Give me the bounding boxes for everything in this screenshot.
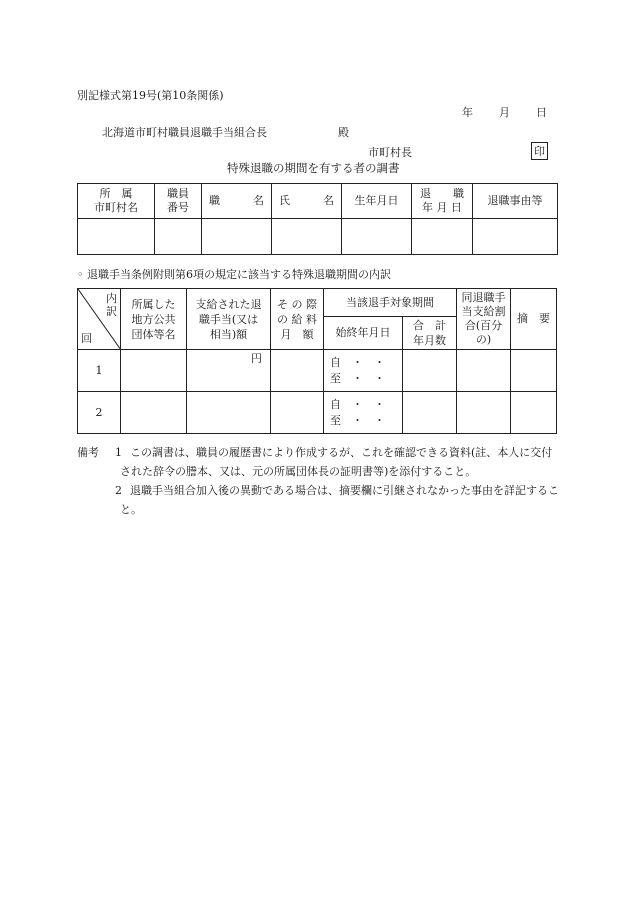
table-row (78, 350, 557, 392)
note-item (77, 481, 562, 519)
cell-remarks[interactable] (511, 392, 557, 434)
cell-rate[interactable] (457, 350, 511, 392)
cell-retirement-date[interactable] (412, 219, 473, 255)
notes-label: 備考 (77, 446, 99, 459)
notes-section (77, 443, 562, 519)
row-number: 1 (78, 350, 121, 392)
cell-name[interactable] (272, 219, 342, 255)
header-period-start-end: 始終年月日 (324, 317, 403, 350)
header-period: 当該退手対象期間 (324, 289, 457, 317)
header-birthdate: 生年月日 (342, 184, 412, 219)
header-salary: そ の 際 の 給 料 月 額 (271, 289, 324, 350)
header-rate: 同退職手 当支給割 合(百分 の) (457, 289, 511, 350)
cell-period[interactable] (324, 350, 403, 392)
table-row (78, 219, 558, 255)
cell-rate[interactable] (457, 392, 511, 434)
cell-paid-allowance[interactable] (187, 392, 271, 434)
header-staff-number: 職員 番号 (155, 184, 202, 219)
note-text: 退職手当組合加入後の異動である場合は、摘要欄に引継されなかった事由を詳記すること。 (120, 484, 559, 516)
header-organization: 所属した 地方公共 団体等名 (121, 289, 187, 350)
header-retirement-reason: 退職事由等 (473, 184, 558, 219)
cell-affiliation[interactable] (78, 219, 155, 255)
sender: 市町村長 (368, 146, 412, 159)
addressee: 北海道市町村職員退職手当組合長 (102, 126, 267, 139)
header-position: 職 名 (202, 184, 272, 219)
special-retirement-table (77, 288, 557, 434)
cell-retirement-reason[interactable] (473, 219, 558, 255)
document-title: 特殊退職の期間を有する者の調書 (227, 161, 400, 175)
honorific: 殿 (338, 126, 349, 139)
date-day-label: 日 (536, 106, 547, 119)
cell-salary[interactable] (271, 392, 324, 434)
cell-birthdate[interactable] (342, 219, 412, 255)
note-text: この調書は、職員の履歴書により作成するが、これを確認できる資料(註、本人に交付された辞令の謄本、又は、元の所属団体長の証明書等)を添付すること。 (120, 446, 553, 478)
header-retirement-date: 退 職 年 月 日 (412, 184, 473, 219)
cell-salary[interactable] (271, 350, 324, 392)
period-from: 自 ・ ・ (330, 397, 385, 411)
cell-total-months[interactable] (403, 392, 457, 434)
employee-info-table (77, 183, 558, 255)
form-number: 別記様式第19号(第10条関係) (77, 89, 224, 102)
header-paid-allowance: 支給された退 職手当(又は 相当)額 (187, 289, 271, 350)
yen-unit: 円 (251, 352, 262, 365)
cell-total-months[interactable] (403, 350, 457, 392)
cell-remarks[interactable] (511, 350, 557, 392)
header-total-months: 合 計 年月数 (403, 317, 457, 350)
diag-count-label: 回 (81, 332, 92, 345)
period-to: 至 ・ ・ (330, 413, 385, 427)
date-month-label: 月 (499, 106, 510, 119)
note-number: 1 (115, 446, 122, 459)
diag-breakdown-label: 内 訳 (106, 292, 117, 318)
table-row (78, 392, 557, 434)
cell-organization[interactable] (121, 392, 187, 434)
row-number: 2 (78, 392, 121, 434)
cell-position[interactable] (202, 219, 272, 255)
period-to: 至 ・ ・ (330, 371, 385, 385)
date-year-label: 年 (462, 106, 473, 119)
period-from: 自 ・ ・ (330, 355, 385, 369)
cell-period[interactable] (324, 392, 403, 434)
seal-mark: 印 (531, 142, 548, 160)
note-number: 2 (115, 484, 122, 497)
header-affiliation: 所 属 市町村名 (78, 184, 155, 219)
note-item (77, 443, 562, 481)
section-label: ◦ 退職手当条例附則第6項の規定に該当する特殊退職期間の内訳 (77, 268, 391, 281)
cell-paid-allowance[interactable] (187, 350, 271, 392)
header-name: 氏 名 (272, 184, 342, 219)
cell-organization[interactable] (121, 350, 187, 392)
diagonal-header-cell (78, 289, 121, 350)
header-remarks: 摘 要 (511, 289, 557, 350)
cell-staff-number[interactable] (155, 219, 202, 255)
